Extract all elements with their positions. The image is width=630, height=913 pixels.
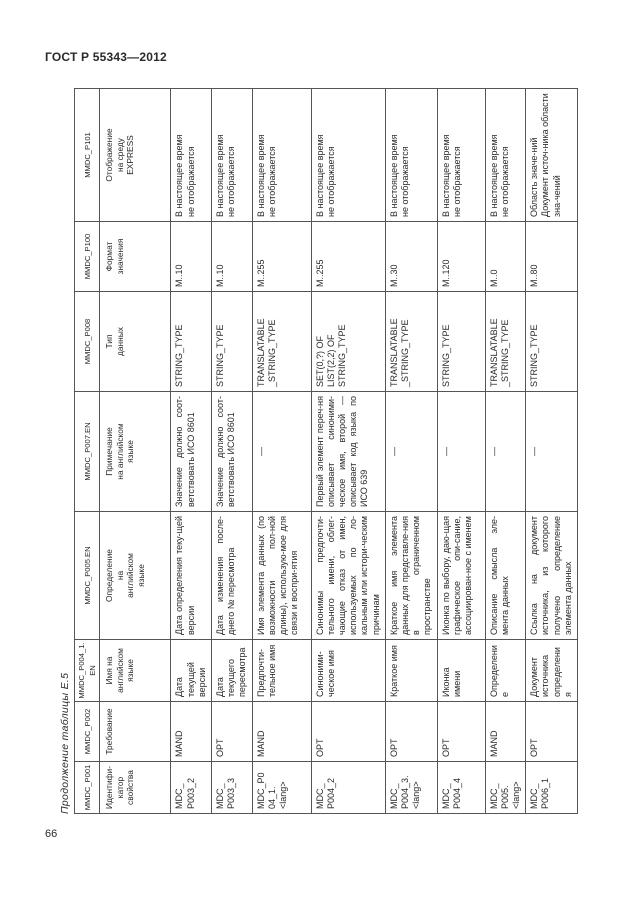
- table-cell: SET(0,?) OF LIST(2,2) OF STRING_TYPE: [311, 292, 385, 392]
- table-cell: Ссылка на документ источника, из которого получено определение элемента данных: [526, 512, 578, 640]
- table-cell: В настоящее время не отображается: [485, 89, 526, 222]
- table-row: [311, 89, 385, 814]
- table-cell: MDC_P0 04_1. <lang>: [252, 762, 311, 814]
- table-cell: Первый элемент переч-ня описывает синоними-ческое имя, второй — описывает код языка по ИСО 639: [311, 392, 385, 512]
- table-cell: M..10: [212, 222, 253, 292]
- table-row: [212, 89, 253, 814]
- table-cell: STRING_TYPE: [171, 292, 212, 392]
- column-header: Требование: [100, 702, 171, 762]
- table-row: [385, 89, 437, 814]
- table-cell: Дата определения теку-щей версии: [171, 512, 212, 640]
- table-row: [485, 89, 526, 814]
- properties-table: [74, 88, 578, 814]
- column-header: Тип данных: [100, 292, 171, 392]
- code-cell: MMDC_P002: [75, 702, 100, 762]
- table-cell: OPT: [526, 702, 578, 762]
- table-cell: M..30: [385, 222, 437, 292]
- table-cell: Синонимы предпочти-тельного имени, облег-чающие отказ от имен, используемых по ло-кальным или истори-ческим причинам: [311, 512, 385, 640]
- column-header: Примечание на английском языке: [100, 392, 171, 512]
- table-cell: M..80: [526, 222, 578, 292]
- table-cell: В настоящее время не отображается: [212, 89, 253, 222]
- table-cell: MDC_ P005. <lang>: [485, 762, 526, 814]
- table-cell: В настоящее время не отображается: [385, 89, 437, 222]
- table-cell: TRANSLATABLE _STRING_TYPE: [385, 292, 437, 392]
- table-row: [437, 89, 485, 814]
- column-header: Отображение на среду EXPRESS: [100, 89, 171, 222]
- table-cell: Документ источника определения: [526, 640, 578, 702]
- table-cell: —: [252, 392, 311, 512]
- table-cell: MDC_ P004_3. <lang>: [385, 762, 437, 814]
- table-cell: MAND: [252, 702, 311, 762]
- table-cell: Дата текущего пересмотра: [212, 640, 253, 702]
- column-header: Идентифи- катор свойства: [100, 762, 171, 814]
- code-cell: MMDC_P100: [75, 222, 100, 292]
- rotated-page-content: [58, 89, 573, 814]
- page-header: ГОСТ Р 55343—2012: [45, 50, 167, 64]
- table-cell: Иконка имени: [437, 640, 485, 702]
- header-row: [100, 89, 171, 814]
- table-cell: MDC_ P003_2: [171, 762, 212, 814]
- code-cell: MMDC_P007.EN: [75, 392, 100, 512]
- table-cell: OPT: [311, 702, 385, 762]
- column-header: Имя на английском языке: [100, 640, 171, 702]
- table-cell: M..255: [311, 222, 385, 292]
- table-cell: —: [526, 392, 578, 512]
- table-cell: В настоящее время не отображается: [311, 89, 385, 222]
- table-cell: M..10: [171, 222, 212, 292]
- table-cell: —: [485, 392, 526, 512]
- table-cell: Имя элемента данных (по возможности пол-ной длины), использую-мое для связи и воспри-ятия: [252, 512, 311, 640]
- table-cell: MAND: [485, 702, 526, 762]
- table-cell: TRANSLATABLE _STRING_TYPE: [485, 292, 526, 392]
- table-cell: Дата текущей версии: [171, 640, 212, 702]
- table-cell: MAND: [171, 702, 212, 762]
- column-header: Определение на английском языке: [100, 512, 171, 640]
- table-cell: Синоними-ческое имя: [311, 640, 385, 702]
- table-cell: —: [385, 392, 437, 512]
- table-cell: M..0: [485, 222, 526, 292]
- table-cell: M..255: [252, 222, 311, 292]
- table-cell: MDC_ P004_2: [311, 762, 385, 814]
- table-cell: MDC_ P004_4: [437, 762, 485, 814]
- column-header: Формат значения: [100, 222, 171, 292]
- page-number: 66: [45, 828, 58, 840]
- table-cell: Краткое имя: [385, 640, 437, 702]
- code-cell: MMDC_P001: [75, 762, 100, 814]
- table-cell: MDC_ P003_3: [212, 762, 253, 814]
- table-cell: Значение должно соот-ветствовать ИСО 8601: [212, 392, 253, 512]
- table-cell: MDC_ P006_1: [526, 762, 578, 814]
- table-row: [526, 89, 578, 814]
- table-cell: Область значе-ний Документ источ-ника области зна-чений: [526, 89, 578, 222]
- code-row: [75, 89, 100, 814]
- table-cell: Краткое имя элемента данных для представле-ния в ограниченном пространстве: [385, 512, 437, 640]
- table-caption: Продолжение таблицы Е.5: [59, 672, 71, 814]
- table-cell: STRING_TYPE: [437, 292, 485, 392]
- table-cell: M..120: [437, 222, 485, 292]
- table-row: [252, 89, 311, 814]
- table-cell: Определение: [485, 640, 526, 702]
- table-cell: В настоящее время не отображается: [171, 89, 212, 222]
- code-cell: MMDC_P004_1.EN: [75, 640, 100, 702]
- table-cell: OPT: [212, 702, 253, 762]
- table-cell: Предпочти-тельное имя: [252, 640, 311, 702]
- table-cell: —: [437, 392, 485, 512]
- table-cell: TRANSLATABLE _STRING_TYPE: [252, 292, 311, 392]
- code-cell: MMDC_P101: [75, 89, 100, 222]
- table-row: [171, 89, 212, 814]
- table-cell: В настоящее время не отображается: [252, 89, 311, 222]
- table-cell: В настоящее время не отображается: [437, 89, 485, 222]
- table-cell: Значение должно соот-ветствовать ИСО 8601: [171, 392, 212, 512]
- table-cell: Иконка по выбору, даю-щая графическое опи-сание, ассоциирован-ное с именем: [437, 512, 485, 640]
- code-cell: MMDC_P005.EN: [75, 512, 100, 640]
- table-cell: OPT: [385, 702, 437, 762]
- code-cell: MMDC_P008: [75, 292, 100, 392]
- table-cell: STRING_TYPE: [212, 292, 253, 392]
- table-cell: Дата изменения после-днего № пересмотра: [212, 512, 253, 640]
- table-cell: STRING_TYPE: [526, 292, 578, 392]
- table-cell: OPT: [437, 702, 485, 762]
- table-cell: Описание смысла эле-мента данных: [485, 512, 526, 640]
